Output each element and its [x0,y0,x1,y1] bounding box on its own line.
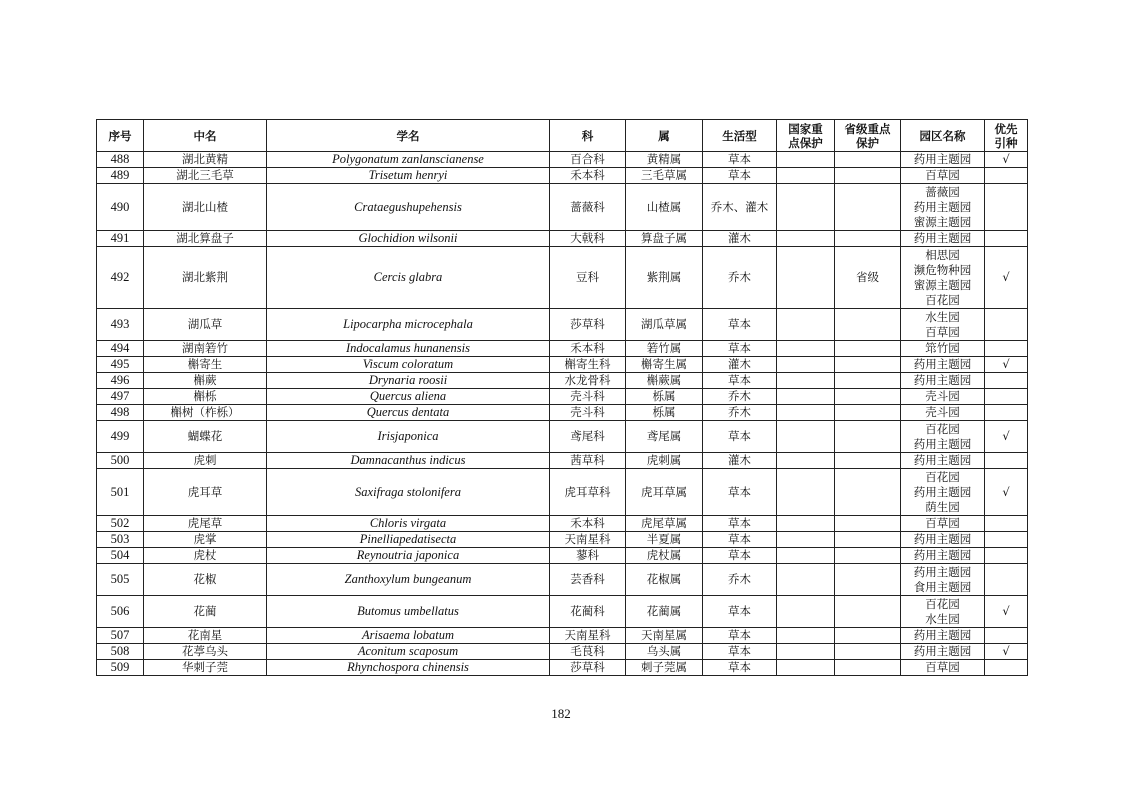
cell-national-protection [777,309,835,341]
cell-garden: 药用主题园 [901,231,985,247]
cell-garden: 药用主题园 [901,152,985,168]
cell-provincial-protection [835,628,901,644]
cell-scientific-name: Arisaema lobatum [267,628,550,644]
cell-number: 500 [97,453,144,469]
cell-genus: 三毛草属 [626,168,703,184]
cell-chinese-name: 花葶乌头 [144,644,267,660]
cell-national-protection [777,184,835,231]
cell-national-protection [777,453,835,469]
cell-chinese-name: 虎尾草 [144,516,267,532]
cell-number: 490 [97,184,144,231]
table-row [97,389,1028,405]
cell-provincial-protection: 省级 [835,247,901,309]
cell-family: 鸢尾科 [550,421,626,453]
cell-provincial-protection [835,373,901,389]
cell-provincial-protection [835,231,901,247]
cell-provincial-protection [835,644,901,660]
cell-life-form: 草本 [703,516,777,532]
cell-family: 蔷薇科 [550,184,626,231]
table-row [97,309,1028,341]
cell-life-form: 草本 [703,644,777,660]
header-provincial-protection: 省级重点 保护 [835,120,901,152]
cell-garden: 蔷薇园 药用主题园 蜜源主题园 [901,184,985,231]
cell-scientific-name: Indocalamus hunanensis [267,341,550,357]
cell-priority [985,628,1028,644]
cell-priority [985,564,1028,596]
cell-life-form: 乔木、灌木 [703,184,777,231]
cell-garden: 壳斗园 [901,405,985,421]
cell-scientific-name: Chloris virgata [267,516,550,532]
cell-number: 503 [97,532,144,548]
cell-provincial-protection [835,532,901,548]
cell-life-form: 草本 [703,373,777,389]
cell-chinese-name: 虎刺 [144,453,267,469]
cell-genus: 花椒属 [626,564,703,596]
cell-number: 501 [97,469,144,516]
cell-number: 509 [97,660,144,676]
header-chinese-name: 中名 [144,120,267,152]
cell-life-form: 草本 [703,596,777,628]
cell-number: 493 [97,309,144,341]
cell-chinese-name: 湖北紫荆 [144,247,267,309]
cell-national-protection [777,405,835,421]
cell-life-form: 草本 [703,309,777,341]
cell-family: 天南星科 [550,532,626,548]
cell-garden: 水生园 百草园 [901,309,985,341]
cell-genus: 天南星属 [626,628,703,644]
header-family: 科 [550,120,626,152]
cell-family: 蓼科 [550,548,626,564]
cell-number: 504 [97,548,144,564]
cell-garden: 药用主题园 [901,357,985,373]
table-row [97,644,1028,660]
cell-genus: 栎属 [626,405,703,421]
cell-national-protection [777,421,835,453]
cell-genus: 鸢尾属 [626,421,703,453]
cell-provincial-protection [835,596,901,628]
cell-priority [985,405,1028,421]
table-row [97,373,1028,389]
cell-national-protection [777,548,835,564]
header-garden: 园区名称 [901,120,985,152]
cell-priority [985,548,1028,564]
cell-number: 499 [97,421,144,453]
cell-chinese-name: 槲蕨 [144,373,267,389]
cell-genus: 山楂属 [626,184,703,231]
cell-scientific-name: Polygonatum zanlanscianense [267,152,550,168]
cell-family: 豆科 [550,247,626,309]
cell-priority: √ [985,596,1028,628]
cell-priority [985,373,1028,389]
table-row [97,357,1028,373]
cell-genus: 紫荆属 [626,247,703,309]
cell-national-protection [777,389,835,405]
cell-garden: 药用主题园 [901,548,985,564]
cell-genus: 栎属 [626,389,703,405]
cell-chinese-name: 槲栎 [144,389,267,405]
cell-garden: 百花园 药用主题园 [901,421,985,453]
cell-national-protection [777,168,835,184]
cell-scientific-name: Cercis glabra [267,247,550,309]
cell-priority [985,184,1028,231]
cell-genus: 虎杖属 [626,548,703,564]
cell-scientific-name: Lipocarpha microcephala [267,309,550,341]
cell-priority [985,660,1028,676]
cell-garden: 筇竹园 [901,341,985,357]
cell-garden: 药用主题园 [901,532,985,548]
cell-scientific-name: Drynaria roosii [267,373,550,389]
cell-scientific-name: Quercus dentata [267,405,550,421]
cell-life-form: 草本 [703,168,777,184]
cell-priority [985,389,1028,405]
cell-life-form: 乔木 [703,247,777,309]
cell-priority [985,516,1028,532]
cell-life-form: 灌木 [703,231,777,247]
cell-scientific-name: Irisjaponica [267,421,550,453]
cell-national-protection [777,660,835,676]
cell-genus: 算盘子属 [626,231,703,247]
cell-family: 禾本科 [550,341,626,357]
cell-provincial-protection [835,309,901,341]
cell-national-protection [777,152,835,168]
table-row [97,564,1028,596]
species-table [96,119,1028,676]
cell-provincial-protection [835,660,901,676]
table-row [97,231,1028,247]
cell-scientific-name: Zanthoxylum bungeanum [267,564,550,596]
header-scientific-name: 学名 [267,120,550,152]
cell-garden: 药用主题园 食用主题园 [901,564,985,596]
cell-genus: 乌头属 [626,644,703,660]
cell-provincial-protection [835,389,901,405]
cell-chinese-name: 湖北山楂 [144,184,267,231]
cell-chinese-name: 华刺子莞 [144,660,267,676]
table-row [97,596,1028,628]
cell-number: 508 [97,644,144,660]
cell-priority [985,341,1028,357]
cell-family: 莎草科 [550,660,626,676]
cell-number: 507 [97,628,144,644]
cell-provincial-protection [835,548,901,564]
cell-life-form: 草本 [703,421,777,453]
table-row [97,421,1028,453]
cell-provincial-protection [835,168,901,184]
cell-genus: 花蔺属 [626,596,703,628]
cell-scientific-name: Viscum coloratum [267,357,550,373]
cell-genus: 黄精属 [626,152,703,168]
cell-number: 496 [97,373,144,389]
cell-priority: √ [985,152,1028,168]
cell-chinese-name: 虎杖 [144,548,267,564]
cell-genus: 半夏属 [626,532,703,548]
header-row [97,120,1028,152]
cell-genus: 箬竹属 [626,341,703,357]
header-life-form: 生活型 [703,120,777,152]
cell-priority: √ [985,421,1028,453]
table-row [97,532,1028,548]
cell-life-form: 草本 [703,152,777,168]
cell-genus: 湖瓜草属 [626,309,703,341]
table-row [97,341,1028,357]
cell-family: 虎耳草科 [550,469,626,516]
cell-life-form: 草本 [703,628,777,644]
cell-scientific-name: Crataegushupehensis [267,184,550,231]
table-row [97,660,1028,676]
cell-provincial-protection [835,152,901,168]
cell-national-protection [777,231,835,247]
cell-scientific-name: Pinelliapedatisecta [267,532,550,548]
cell-provincial-protection [835,357,901,373]
cell-family: 莎草科 [550,309,626,341]
cell-scientific-name: Reynoutria japonica [267,548,550,564]
cell-garden: 药用主题园 [901,373,985,389]
cell-number: 502 [97,516,144,532]
cell-scientific-name: Aconitum scaposum [267,644,550,660]
cell-provincial-protection [835,453,901,469]
table-row [97,184,1028,231]
cell-national-protection [777,341,835,357]
cell-family: 壳斗科 [550,405,626,421]
cell-number: 489 [97,168,144,184]
cell-life-form: 乔木 [703,564,777,596]
cell-life-form: 乔木 [703,405,777,421]
cell-scientific-name: Trisetum henryi [267,168,550,184]
header-national-protection: 国家重 点保护 [777,120,835,152]
cell-family: 百合科 [550,152,626,168]
page-number: 182 [551,706,571,721]
cell-chinese-name: 湖瓜草 [144,309,267,341]
cell-priority: √ [985,357,1028,373]
cell-garden: 百花园 水生园 [901,596,985,628]
cell-chinese-name: 花椒 [144,564,267,596]
table-row [97,548,1028,564]
cell-national-protection [777,596,835,628]
cell-family: 花蔺科 [550,596,626,628]
table-row [97,628,1028,644]
cell-provincial-protection [835,184,901,231]
cell-national-protection [777,532,835,548]
cell-priority [985,231,1028,247]
cell-family: 槲寄生科 [550,357,626,373]
cell-garden: 药用主题园 [901,644,985,660]
cell-life-form: 灌木 [703,357,777,373]
cell-family: 毛茛科 [550,644,626,660]
cell-family: 茜草科 [550,453,626,469]
cell-number: 491 [97,231,144,247]
cell-national-protection [777,469,835,516]
cell-genus: 槲蕨属 [626,373,703,389]
cell-garden: 壳斗园 [901,389,985,405]
cell-family: 禾本科 [550,516,626,532]
cell-chinese-name: 槲寄生 [144,357,267,373]
cell-genus: 虎耳草属 [626,469,703,516]
cell-provincial-protection [835,516,901,532]
cell-provincial-protection [835,469,901,516]
cell-life-form: 草本 [703,548,777,564]
cell-provincial-protection [835,421,901,453]
cell-number: 506 [97,596,144,628]
table-row [97,453,1028,469]
cell-garden: 百花园 药用主题园 荫生园 [901,469,985,516]
cell-chinese-name: 湖北算盘子 [144,231,267,247]
cell-scientific-name: Quercus aliena [267,389,550,405]
cell-scientific-name: Damnacanthus indicus [267,453,550,469]
cell-national-protection [777,516,835,532]
cell-genus: 槲寄生属 [626,357,703,373]
cell-garden: 百草园 [901,168,985,184]
cell-priority: √ [985,644,1028,660]
header-priority: 优先 引种 [985,120,1028,152]
cell-scientific-name: Butomus umbellatus [267,596,550,628]
cell-priority: √ [985,247,1028,309]
cell-life-form: 草本 [703,341,777,357]
cell-genus: 虎尾草属 [626,516,703,532]
cell-chinese-name: 湖北黄精 [144,152,267,168]
cell-provincial-protection [835,405,901,421]
cell-scientific-name: Glochidion wilsonii [267,231,550,247]
cell-number: 497 [97,389,144,405]
cell-family: 水龙骨科 [550,373,626,389]
cell-priority [985,532,1028,548]
cell-priority [985,453,1028,469]
cell-family: 禾本科 [550,168,626,184]
cell-garden: 百草园 [901,516,985,532]
cell-chinese-name: 虎掌 [144,532,267,548]
cell-scientific-name: Rhynchospora chinensis [267,660,550,676]
cell-number: 505 [97,564,144,596]
table-row [97,168,1028,184]
cell-garden: 百草园 [901,660,985,676]
cell-life-form: 乔木 [703,389,777,405]
cell-number: 492 [97,247,144,309]
cell-chinese-name: 花蔺 [144,596,267,628]
cell-genus: 刺子莞属 [626,660,703,676]
cell-chinese-name: 湖南箬竹 [144,341,267,357]
cell-scientific-name: Saxifraga stolonifera [267,469,550,516]
cell-family: 芸香科 [550,564,626,596]
cell-chinese-name: 蝴蝶花 [144,421,267,453]
cell-national-protection [777,628,835,644]
cell-chinese-name: 花南星 [144,628,267,644]
table-row [97,247,1028,309]
cell-chinese-name: 虎耳草 [144,469,267,516]
cell-priority: √ [985,469,1028,516]
table-row [97,469,1028,516]
table-row [97,405,1028,421]
cell-chinese-name: 湖北三毛草 [144,168,267,184]
cell-life-form: 草本 [703,469,777,516]
header-no: 序号 [97,120,144,152]
cell-garden: 药用主题园 [901,628,985,644]
cell-garden: 药用主题园 [901,453,985,469]
cell-number: 498 [97,405,144,421]
cell-family: 壳斗科 [550,389,626,405]
cell-family: 大戟科 [550,231,626,247]
cell-life-form: 草本 [703,660,777,676]
cell-number: 495 [97,357,144,373]
cell-national-protection [777,564,835,596]
cell-life-form: 草本 [703,532,777,548]
cell-genus: 虎刺属 [626,453,703,469]
cell-provincial-protection [835,341,901,357]
cell-number: 488 [97,152,144,168]
cell-number: 494 [97,341,144,357]
cell-priority [985,309,1028,341]
table-row [97,152,1028,168]
table-row [97,516,1028,532]
cell-family: 天南星科 [550,628,626,644]
cell-national-protection [777,247,835,309]
cell-life-form: 灌木 [703,453,777,469]
cell-provincial-protection [835,564,901,596]
cell-national-protection [777,644,835,660]
cell-national-protection [777,357,835,373]
cell-garden: 相思园 濒危物种园 蜜源主题园 百花园 [901,247,985,309]
header-genus: 属 [626,120,703,152]
cell-chinese-name: 槲树（柞栎） [144,405,267,421]
cell-national-protection [777,373,835,389]
cell-priority [985,168,1028,184]
